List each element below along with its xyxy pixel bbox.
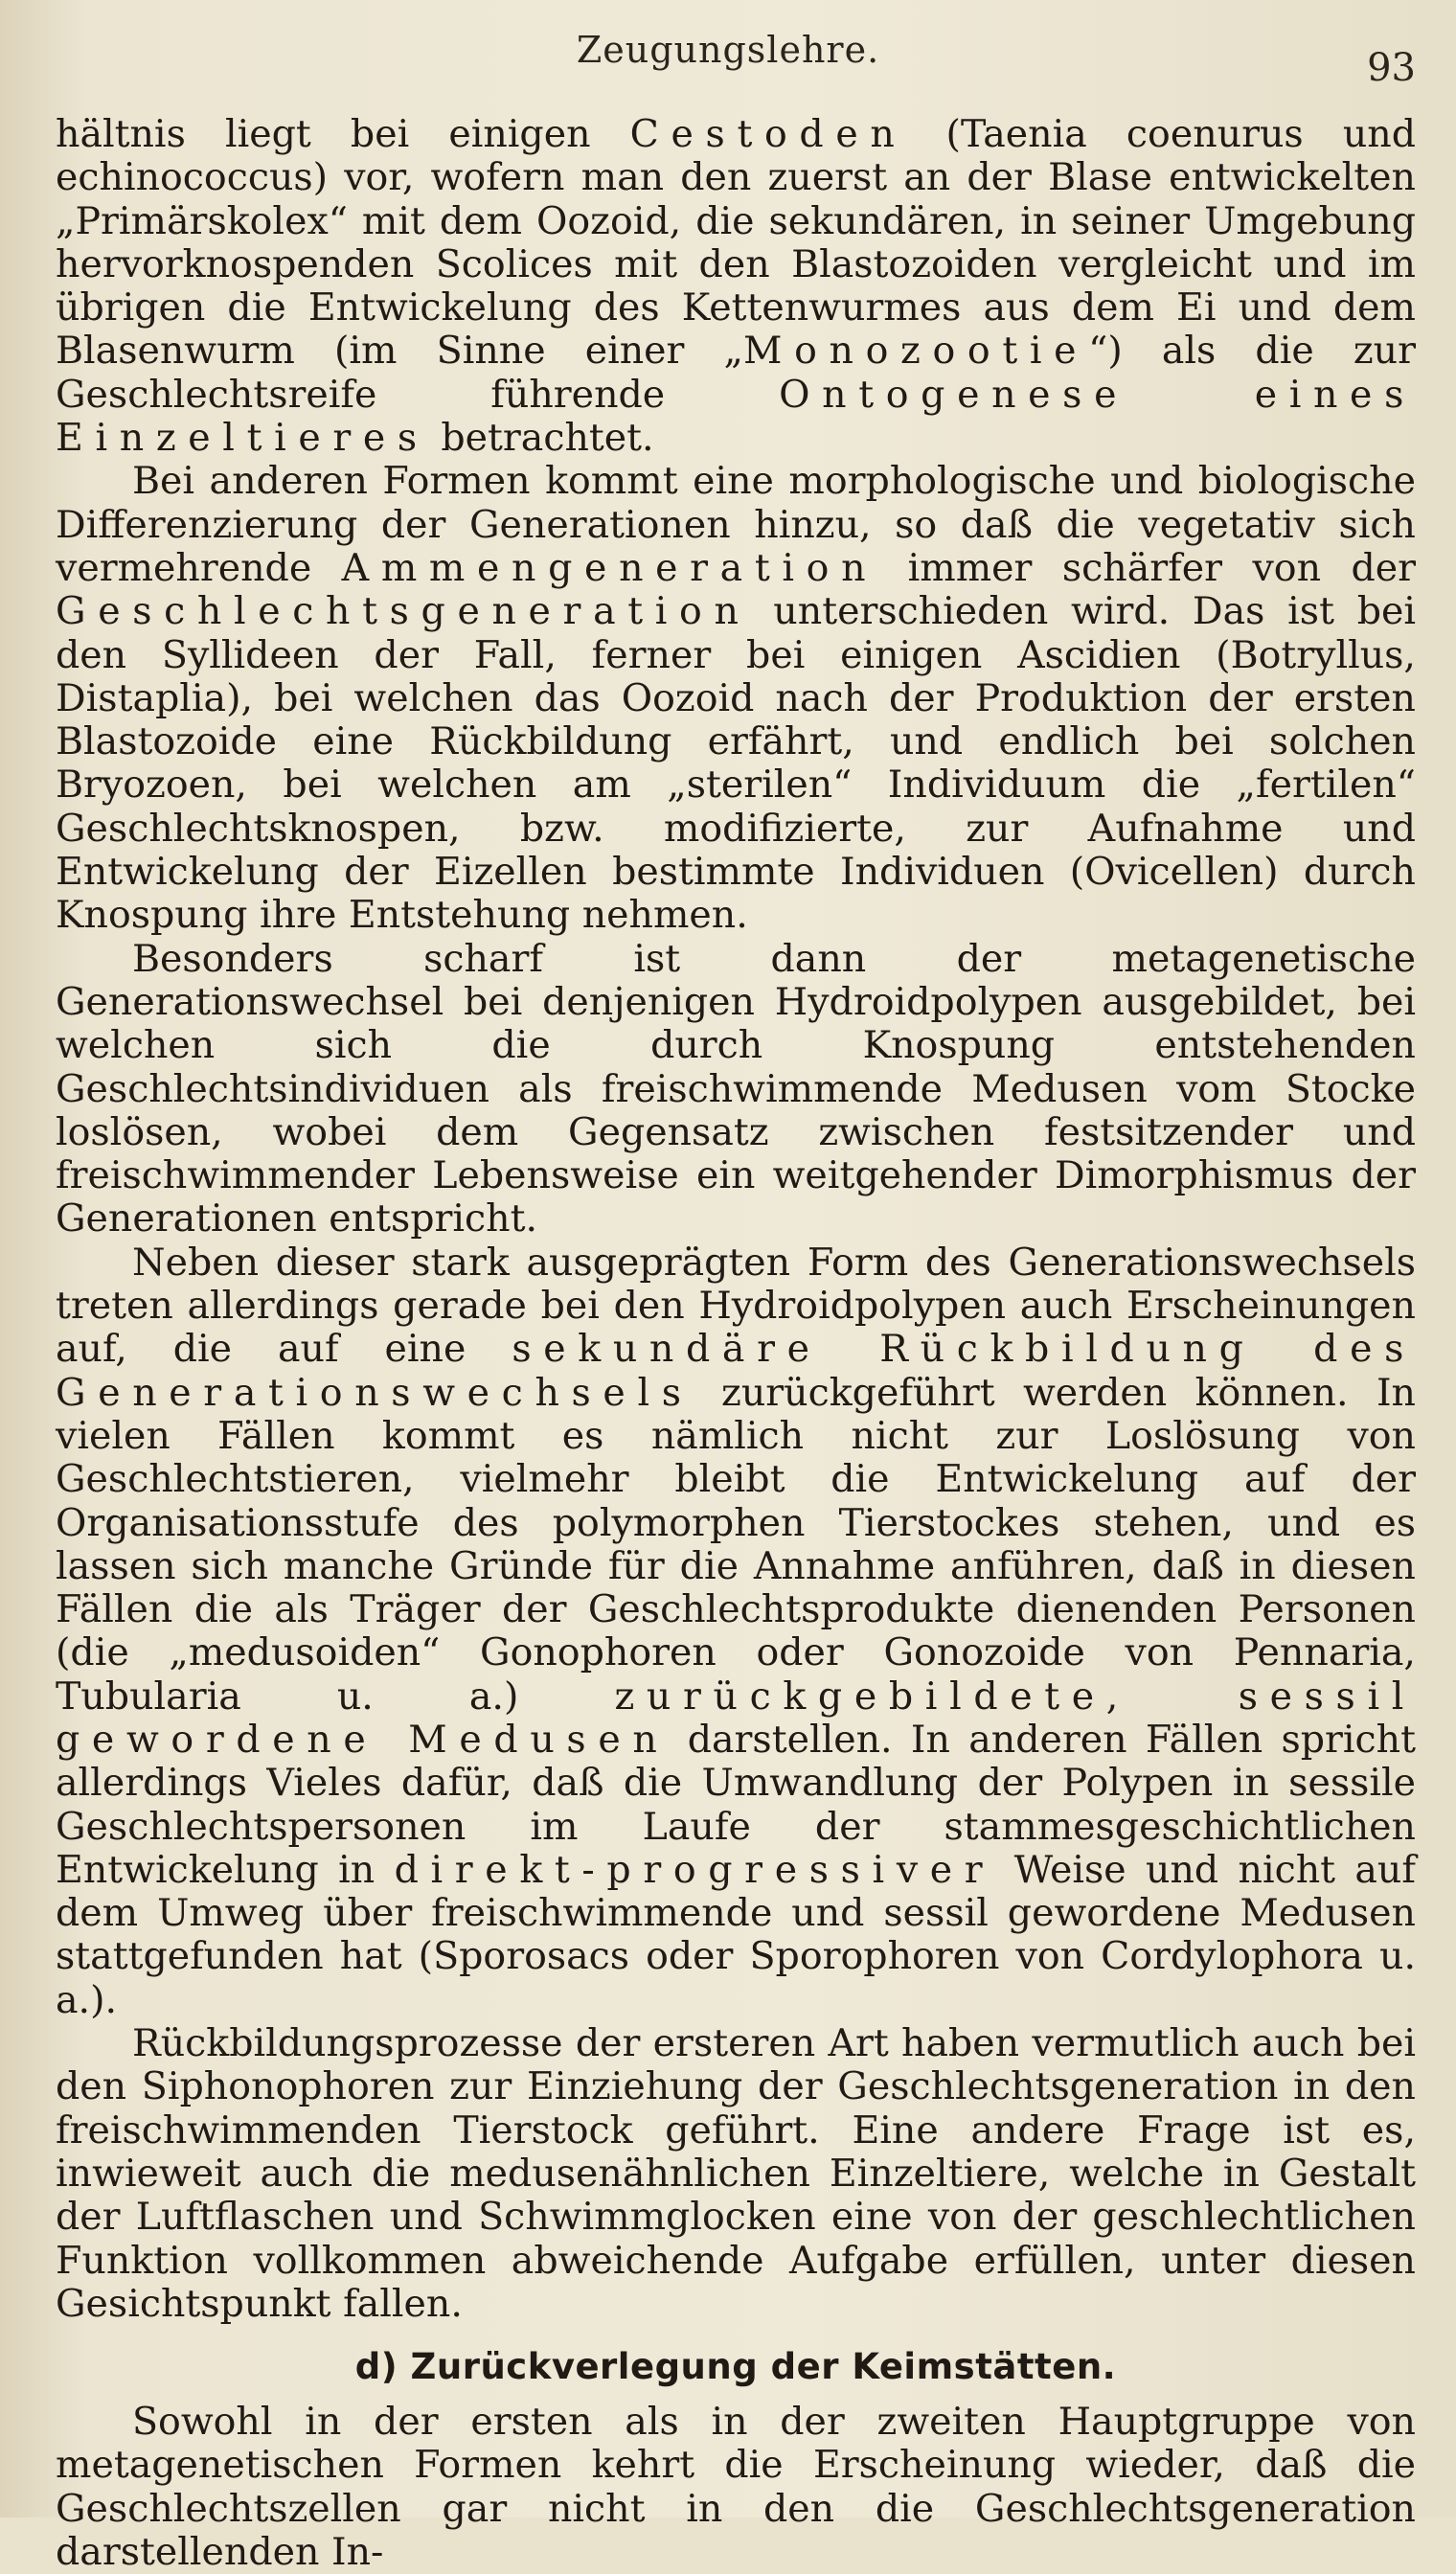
spaced-term-ammengeneration: Ammengeneration: [341, 545, 878, 590]
paragraph-4: Neben dieser stark ausgeprägten Form des Generationswechsels treten allerdings gerade bei den Hydroidpolypen auch Erscheinungen auf, die auf eine sekundäre Rückbildung des Generationswechsels zurückgeführt werden können. In vielen Fällen kommt es nämlich nicht zur Loslösung von Geschlechtstieren, vielmehr bleibt die Entwickelung auf der Organisationsstufe des polymorphen Tierstockes stehen, und es lassen sich manche Gründe für die Annahme anführen, daß in diesen Fällen die als Träger der Geschlechtsprodukte dienenden Personen (die „medusoiden“ Gonophoren oder Gonozoide von Pennaria, Tubularia u. a.) zurückgebildete, sessil gewordene Medusen darstellen. In anderen Fällen spricht allerdings Vieles dafür, daß die Umwandlung der Polypen in sessile Geschlechtspersonen im Laufe der stammesgeschichtlichen Entwickelung in direkt-progressiver Weise und nicht auf dem Umweg über freischwimmende und sessil gewordene Medusen stattgefunden hat (Sporosacs oder Sporophoren von Cordylophora u. a.).: [56, 1240, 1416, 2022]
paragraph-3: Besonders scharf ist dann der metagenetische Generationswechsel bei denjenigen Hydroidpolypen ausgebildet, bei welchen sich die durch Knospung entstehenden Geschlechtsindividuen als freischwimmende Medusen vom Stocke loslösen, wobei dem Gegensatz zwischen festsitzender und freischwimmender Lebensweise ein weitgehender Dimorphismus der Generationen entspricht.: [56, 936, 1416, 1241]
spaced-term-monozootie: Monozootie: [743, 329, 1089, 374]
paragraph-1: hältnis liegt bei einigen Cestoden (Taenia coenurus und echinococcus) vor, wofern man den zuerst an der Blase entwickelten „Primärskolex“ mit dem Oozoid, die sekundären, in seiner Umgebung hervorknospenden Scolices mit den Blastozoiden vergleicht und im übrigen die Entwickelung des Kettenwurmes aus dem Ei und dem Blasenwurm (im Sinne einer „Monozootie“) als die zur Geschlechtsreife führende Ontogenese eines Einzeltieres betrachtet.: [56, 112, 1416, 461]
body-text: [56, 113, 1416, 2574]
spaced-term-medusen: zurückgebildete, sessil gewordene Medusen: [56, 1674, 1416, 1762]
paragraph-6: Sowohl in der ersten als in der zweiten Hauptgruppe von metagenetischen Formen kehrt die Erscheinung wieder, daß die Geschlechtszellen gar nicht in den die Geschlechtsgeneration darstellenden In-: [56, 2400, 1416, 2574]
section-heading: d) Zurückverlegung der Keimstätten.: [354, 2346, 1117, 2388]
spaced-term-geschlechtsgeneration: Geschlechtsgeneration: [56, 589, 751, 634]
running-head: Zeugungslehre.: [576, 29, 880, 71]
spaced-term-direkt-progressiv: direkt-progressiver: [394, 1847, 995, 1892]
spaced-term-ontogenese: Ontogenese eines Einzeltieres: [56, 372, 1416, 461]
spaced-term-rueckbildung: sekundäre Rückbildung des Generationswechsels: [56, 1327, 1416, 1415]
paragraph-5: Rückbildungsprozesse der ersteren Art haben vermutlich auch bei den Siphonophoren zur Einziehung der Geschlechtsgeneration in den freischwimmenden Tierstock geführt. Eine andere Frage ist es, inwieweit auch die medusenähnlichen Einzeltiere, welche in Gestalt der Luftflaschen und Schwimmglocken eine von der geschlechtlichen Funktion vollkommen abweichende Aufgabe erfüllen, unter diesen Gesichtspunkt fallen.: [56, 2021, 1416, 2326]
paragraph-2: Bei anderen Formen kommt eine morphologische und biologische Differenzierung der Generationen hinzu, so daß die vegetativ sich vermehrende Ammengeneration immer schärfer von der Geschlechtsgeneration unterschieden wird. Das ist bei den Syllideen der Fall, ferner bei einigen Ascidien (Botryllus, Distaplia), bei welchen das Oozoid nach der Produktion der ersten Blastozoide eine Rückbildung erfährt, und endlich bei solchen Bryozoen, bei welchen am „sterilen“ Individuum die „fertilen“ Geschlechtsknospen, bzw. modifizierte, zur Aufnahme und Entwickelung der Eizellen bestimmte Individuen (Ovicellen) durch Knospung ihre Entstehung nehmen.: [56, 459, 1417, 938]
spaced-term-cestoden: Cestoden: [629, 112, 907, 156]
page-number: 93: [1367, 46, 1416, 90]
